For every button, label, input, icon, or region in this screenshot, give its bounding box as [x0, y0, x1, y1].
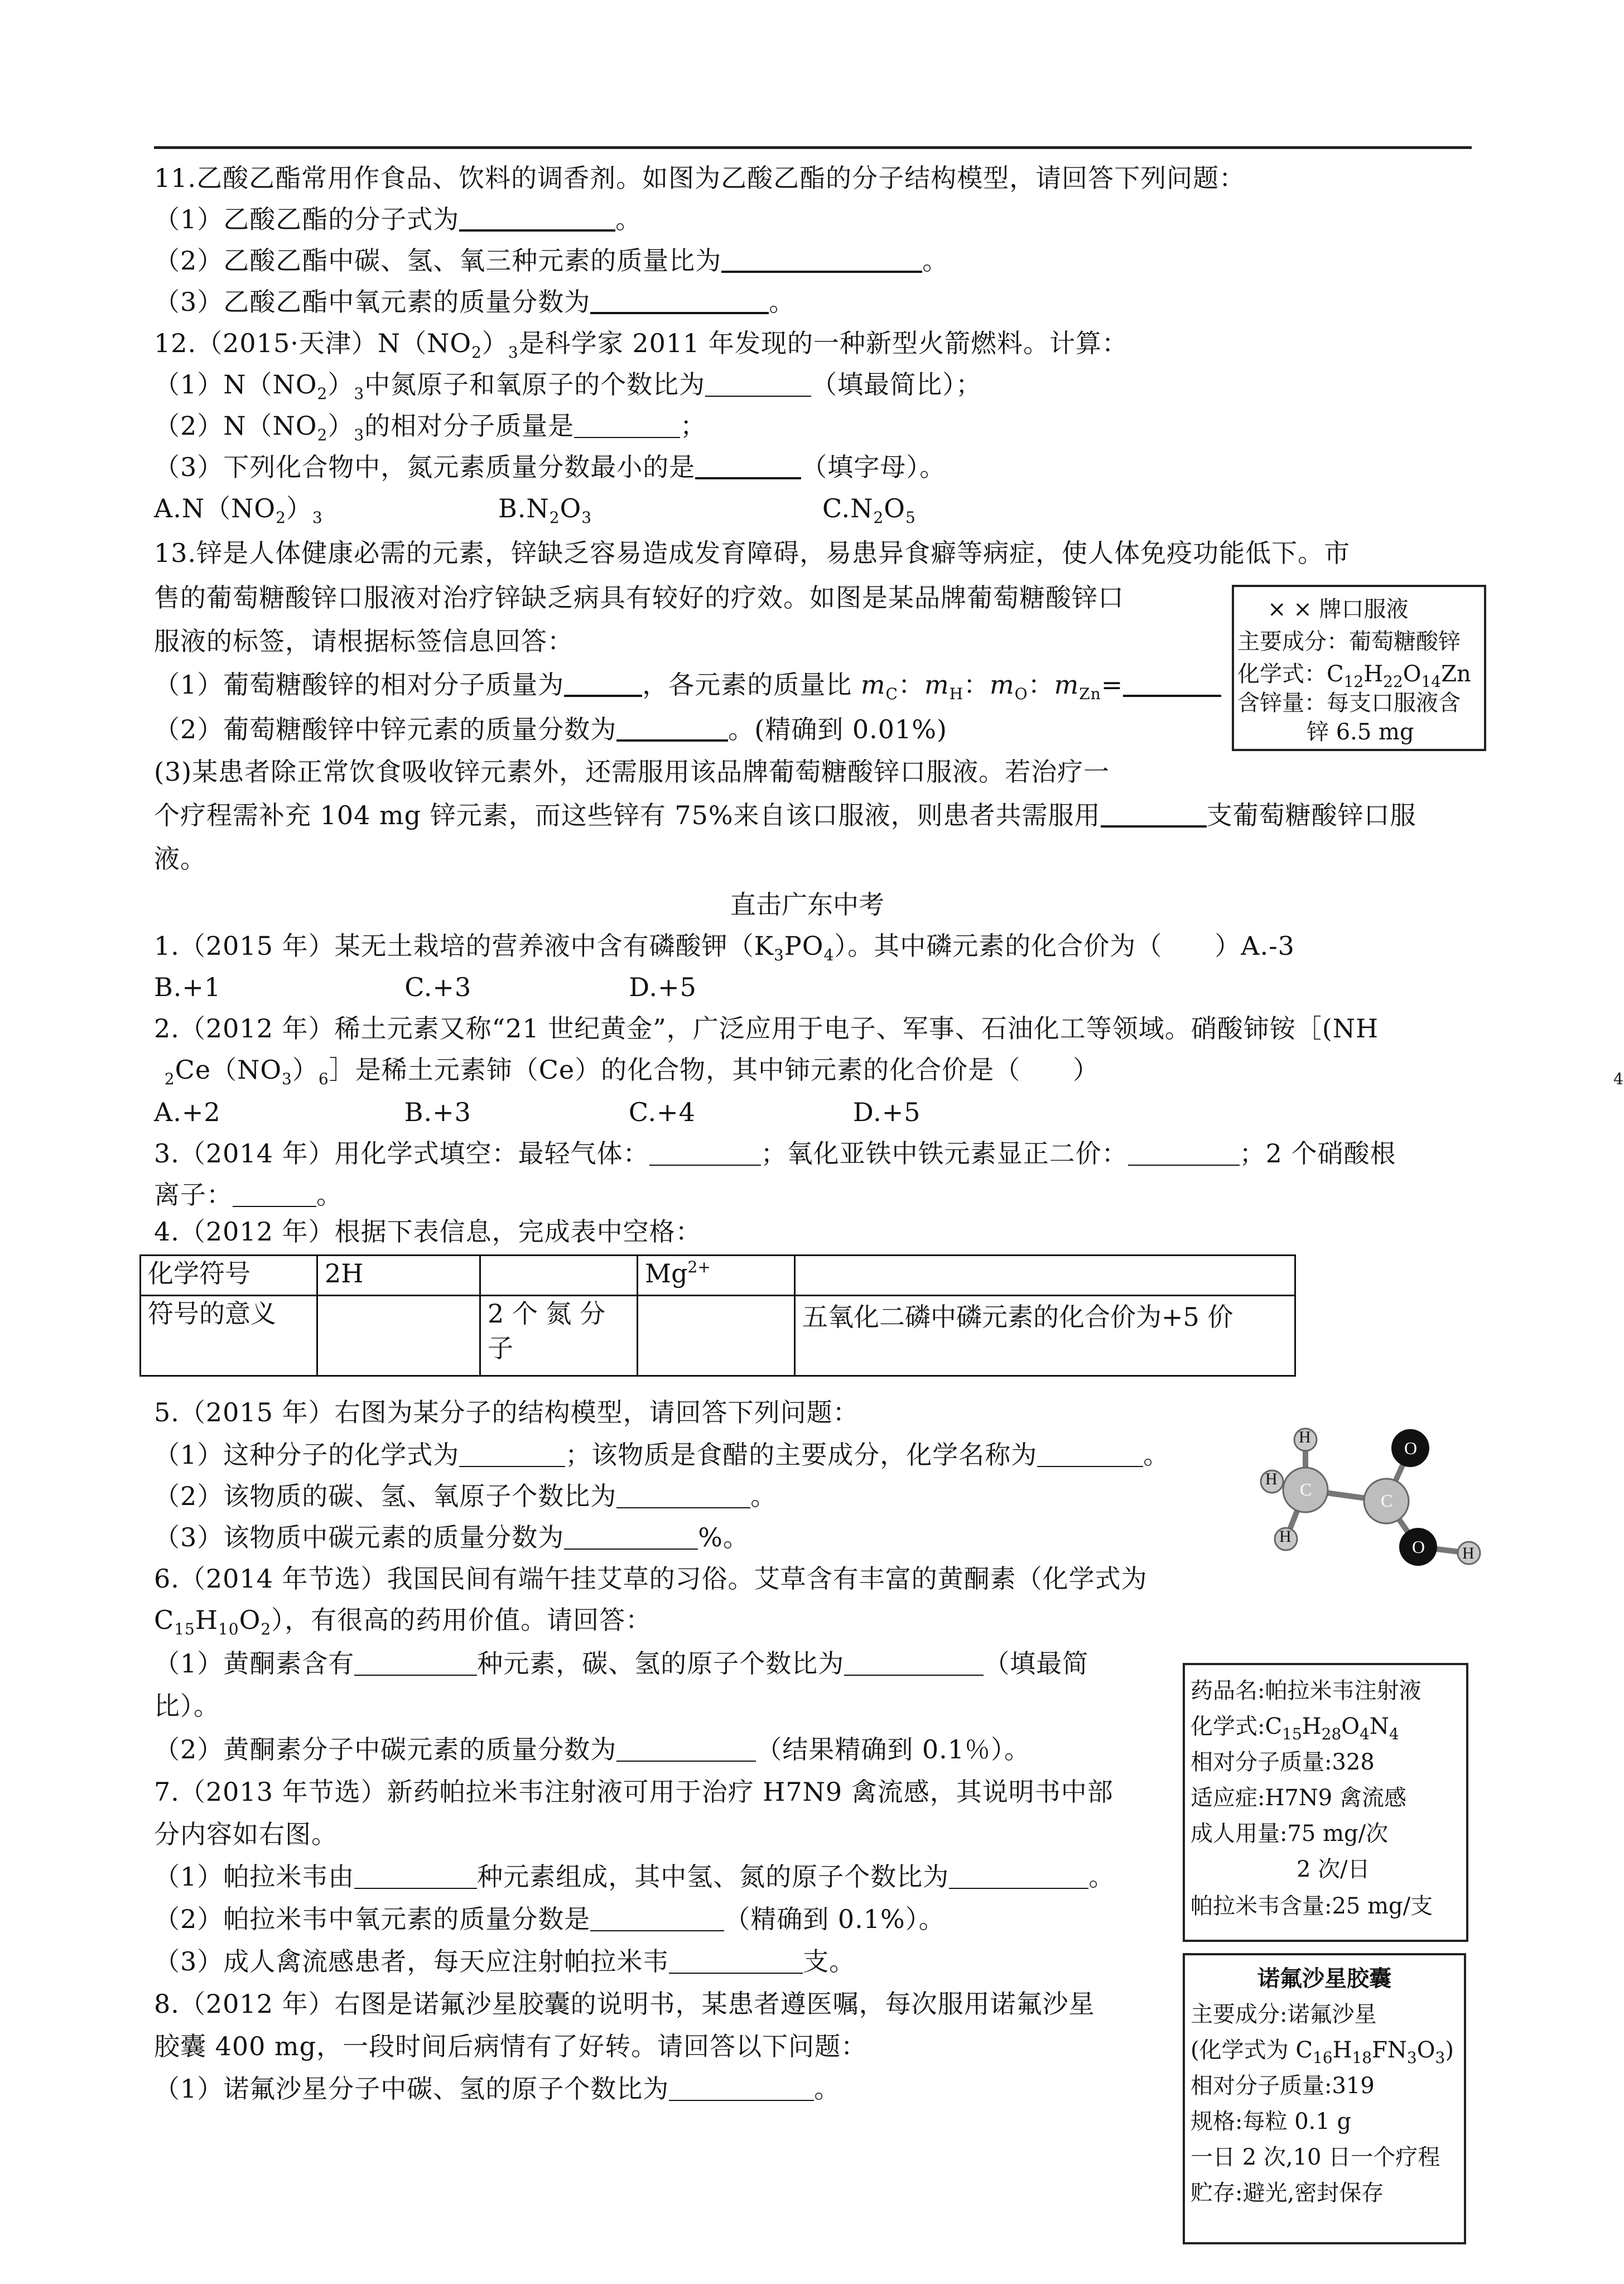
q11-part1 [154, 202, 642, 237]
q13-p1a: （1）葡萄糖酸锌的相对分子质量为 [154, 670, 565, 700]
mass-symbol: m [924, 670, 950, 700]
element: FN [1372, 2037, 1407, 2063]
label-line: 含锌量：每支口服液含 [1237, 690, 1461, 716]
q12-option-a [154, 491, 323, 526]
g6-part1-end: 比）。 [154, 1691, 220, 1721]
answer-blank[interactable] [574, 412, 680, 438]
subscript: 10 [218, 1620, 239, 1638]
section-title: 直击广东中考 [730, 889, 884, 920]
q13-l1: 13.锌是人体健康必需的元素，锌缺乏容易造成发育障碍，易患异食癖等病症，使人体免疫功能低下。市 [154, 538, 1351, 568]
g5-part3 [154, 1520, 749, 1555]
option-a: A.N（NO [154, 493, 276, 523]
answer-blank[interactable] [844, 1650, 984, 1676]
element: H [1302, 1714, 1322, 1739]
g1-l1b: ）。其中磷元素的化合价为（ ）A.-3 [834, 931, 1295, 961]
period: 。 [1143, 1440, 1170, 1470]
answer-blank[interactable] [1037, 1441, 1143, 1467]
colon: ： [898, 670, 924, 700]
answer-blank[interactable] [669, 2075, 814, 2101]
q13-part1: （1）葡萄糖酸锌的相对分子质量为 ，各元素的质量比 $m_C$：$m_H$：$m_O$：$m_{Zn}=$ [154, 667, 1221, 702]
q13-part2 [154, 712, 947, 747]
q13-p3a: (3)某患者除正常饮食吸收锌元素外，还需服用该品牌葡萄糖酸锌口服液。若治疗一 [154, 757, 1110, 787]
answer-blank[interactable] [616, 715, 728, 742]
g7-part1 [154, 1859, 1115, 1894]
label-line: 相对分子质量:328 [1191, 1749, 1375, 1775]
atom-label: H [1279, 1527, 1292, 1546]
option-c: C.N [822, 493, 874, 523]
answer-blank[interactable] [354, 1650, 477, 1676]
q13-p3b: 个疗程需补充 104 mg 锌元素，而这些锌有 75%来自该口服液，则患者共需服用 [154, 800, 1101, 830]
q12-p3b: （填字母）。 [801, 452, 946, 482]
subscript: 3 [508, 343, 519, 362]
q11-end: 。 [922, 246, 949, 276]
q11-stem [154, 161, 1245, 195]
g6-l2: ），有很高的药用价值。请回答： [271, 1605, 652, 1635]
subscript: 15 [174, 1620, 195, 1638]
table-cell-text: 子 [488, 1333, 513, 1363]
answer-blank[interactable] [1128, 1140, 1240, 1166]
label-line: 适应症:H7N9 禽流感 [1191, 1785, 1406, 1811]
g8-part1 [154, 2071, 840, 2106]
mass-symbol: m [860, 670, 886, 700]
q12-part3 [154, 450, 946, 484]
g5-p1b: ；该物质是食醋的主要成分，化学名称为 [565, 1440, 1038, 1470]
element: Zn [1441, 661, 1471, 687]
g3-line2 [154, 1177, 343, 1212]
subscript: 3 [1406, 2049, 1417, 2067]
g6-p2b: （结果精确到 0.1％）。 [756, 1734, 1031, 1764]
q11-part2 [154, 243, 948, 278]
label-formula [1191, 2036, 1454, 2065]
label-line: 贮存:避光,密封保存 [1191, 2180, 1384, 2206]
element: O [239, 1605, 261, 1635]
q13-l3: 服液的标签，请根据标签信息回答： [154, 626, 574, 656]
table-row [141, 1296, 1295, 1376]
norfloxacin-label-box [1183, 1953, 1466, 2244]
g6-p2a: （2）黄酮素分子中碳元素的质量分数为 [154, 1734, 617, 1764]
g1-line1: 1.（2015 年）某无土栽培的营养液中含有磷酸钾$(K_3PO_4)$。其中磷元素的化合价为（ ）A.-3 [154, 931, 1295, 964]
q13-line2 [154, 580, 1124, 615]
answer-blank[interactable] [564, 1524, 698, 1550]
g7-p1a: （1）帕拉米韦由 [154, 1862, 355, 1892]
table-cell [638, 1256, 795, 1296]
answer-blank[interactable] [669, 1948, 803, 1974]
paren: ) [1445, 2037, 1454, 2063]
q13-p3c: 支葡萄糖酸锌口服 [1206, 800, 1416, 830]
subscript: 2 [261, 1620, 272, 1638]
label-line: 规格:每粒 0.1 g [1191, 2109, 1352, 2134]
atom-label: C [1381, 1490, 1393, 1511]
answer-blank[interactable] [721, 246, 922, 273]
answer-blank[interactable] [354, 1863, 477, 1889]
subscript: 3 [354, 384, 365, 403]
q13-p3d: 液。 [154, 844, 206, 874]
symbol-table [139, 1254, 1296, 1377]
q11-end: 。 [769, 287, 796, 317]
q13-p1b: ，各元素的质量比 [642, 670, 852, 700]
q13-part3c [154, 842, 206, 876]
atom-label: H [1265, 1470, 1278, 1488]
label-line: (化学式为 C [1191, 2037, 1313, 2063]
subscript: 6 [318, 1070, 329, 1088]
table-row [141, 1256, 1295, 1296]
g8-line2: 胶囊 400 mg，一段时间后病情有了好转。请回答以下问题： [154, 2031, 868, 2061]
label-line: 化学式：C [1237, 661, 1344, 687]
answer-blank[interactable] [616, 1736, 756, 1762]
q11-end: 。 [615, 204, 642, 234]
superscript: 2+ [687, 1258, 711, 1276]
option-b: B.N [498, 493, 550, 523]
q11-p2-text: （2）乙酸乙酯中碳、氢、氧三种元素的质量比为 [154, 246, 722, 276]
q12-head: 12.（2015·天津）N（NO [154, 328, 472, 358]
percent: %。 [698, 1522, 749, 1552]
q12-head-tail: 是科学家 2011 年发现的一种新型火箭燃料。计算： [518, 328, 1129, 358]
table-cell: 2H [317, 1256, 480, 1296]
answer-blank[interactable] [1123, 670, 1221, 697]
subscript: 2 [164, 1070, 175, 1088]
g2-l1: 2.（2012 年）稀土元素又称“21 世纪黄金”，广泛应用于电子、军事、石油化工等领域。硝酸铈铵［(NH [154, 1013, 1379, 1044]
element: O [1416, 2037, 1435, 2063]
q12-p1c: （填最简比）； [811, 369, 982, 400]
paren: ） [327, 369, 354, 400]
table-cell-text: Mg [645, 1258, 688, 1288]
table-cell: 五氧化二磷中磷元素的化合价为+5 价 [795, 1296, 1295, 1376]
g1-l1: 1.（2015 年）某无土栽培的营养液中含有磷酸钾（K [154, 931, 774, 961]
answer-blank[interactable] [695, 453, 801, 479]
atom-label: H [1299, 1428, 1311, 1446]
answer-blank[interactable] [459, 205, 615, 232]
g3-l1c: ；2 个硝酸根 [1239, 1138, 1396, 1169]
subscript: 15 [1282, 1725, 1302, 1743]
period: 。 [814, 2074, 841, 2104]
table-cell-blank[interactable] [638, 1296, 795, 1376]
q11-p3-text: （3）乙酸乙酯中氧元素的质量分数为 [154, 287, 591, 317]
atom-label: O [1404, 1438, 1418, 1458]
q13-part3a [154, 754, 1110, 789]
q12-part1 [154, 367, 982, 402]
g7-line2: 分内容如右图。 [154, 1819, 338, 1849]
subscript: 2 [873, 508, 884, 527]
g2-line2 [154, 1052, 1624, 1088]
q11-part3 [154, 285, 795, 319]
g3-l2: 离子： [154, 1180, 233, 1210]
subscript: 12 [1343, 672, 1364, 691]
g3-line1 [154, 1136, 1396, 1171]
element: N [1369, 1714, 1389, 1739]
g5-p3: （3）该物质中碳元素的质量分数为 [154, 1522, 565, 1552]
q12-option-c [822, 491, 916, 526]
answer-blank[interactable] [1101, 801, 1207, 828]
paren: ） [327, 411, 354, 441]
q13-part3b [154, 798, 1416, 833]
g5-part1 [154, 1437, 1169, 1472]
element: O [1403, 661, 1421, 687]
answer-blank[interactable] [590, 1906, 724, 1931]
g8-line1: 8.（2012 年）右图是诺氟沙星胶囊的说明书，某患者遵医嘱，每次服用诺氟沙星 [154, 1989, 1095, 2019]
q12-part2 [154, 408, 706, 443]
label-line: 主要成分:诺氟沙星 [1191, 2002, 1377, 2027]
g1-options: B.+1 C.+3 D.+5 [154, 972, 697, 1002]
subscript: 2 [317, 384, 328, 403]
g7-part2 [154, 1902, 945, 1936]
g2-options: A.+2 B.+3 C.+4 D.+5 [154, 1097, 921, 1127]
g6-p1b: 种元素，碳、氢的原子个数比为 [477, 1648, 845, 1679]
answer-blank[interactable] [649, 1140, 761, 1166]
q11-p1-text: （1）乙酸乙酯的分子式为 [154, 204, 460, 234]
q13-p2b: 。(精确到 0.01%) [728, 714, 947, 744]
period: 。 [316, 1180, 343, 1210]
subscript: 3 [773, 946, 784, 964]
g7-p1b: 种元素组成，其中氢、氮的原子个数比为 [477, 1862, 950, 1892]
label-formula [1237, 660, 1471, 689]
atom-label: H [1462, 1544, 1474, 1562]
subscript: 4 [1389, 1725, 1399, 1743]
period: 。 [1088, 1862, 1115, 1892]
answer-blank[interactable] [705, 371, 811, 397]
subscript: 3 [312, 508, 323, 527]
subscript: 4 [1613, 1070, 1624, 1088]
mass-symbol: m [990, 670, 1015, 700]
g2-line1 [154, 1011, 1379, 1046]
paren: ） [481, 328, 508, 358]
table-cell-blank[interactable] [480, 1256, 638, 1296]
subscript: 3 [581, 508, 592, 527]
q11-stem-text: 11.乙酸乙酯常用作食品、饮料的调香剂。如图为乙酸乙酯的分子结构模型，请回答下列问题： [154, 163, 1246, 193]
label-title: 诺氟沙星胶囊 [1257, 1966, 1391, 1992]
g8-p1: （1）诺氟沙星分子中碳、氢的原子个数比为 [154, 2074, 669, 2104]
subscript: 5 [905, 508, 916, 527]
g5-p2: （2）该物质的碳、氢、氧原子个数比为 [154, 1481, 617, 1511]
q12-p3a: （3）下列化合物中，氮元素质量分数最小的是 [154, 452, 696, 482]
period: 。 [750, 1481, 777, 1511]
table-cell [480, 1296, 638, 1376]
zinc-label-box [1232, 585, 1486, 751]
subscript: 4 [1360, 1725, 1370, 1743]
g7-p3a: （3）成人禽流感患者，每天应注射帕拉米韦 [154, 1946, 669, 1977]
table-cell: 符号的意义 [141, 1296, 317, 1376]
g4-line1: 4.（2012 年）根据下表信息，完成表中空格： [154, 1216, 702, 1247]
q12-p1b: 中氮原子和氧原子的个数比为 [364, 369, 706, 400]
subscript: 22 [1383, 672, 1403, 691]
answer-blank[interactable] [590, 287, 769, 314]
q12-p1a: （1）N（NO [154, 369, 317, 400]
g2-l2b: ］是稀土元素铈（Ce）的化合物，其中铈元素的化合价是（ ） [329, 1055, 1100, 1085]
label-line: 2 次/日 [1297, 1857, 1370, 1882]
label-line: 相对分子质量:319 [1191, 2073, 1375, 2099]
label-formula [1191, 1712, 1399, 1741]
g2-l2a: Ce（NO [175, 1055, 282, 1085]
top-rule [154, 146, 1472, 149]
g7-p2a: （2）帕拉米韦中氧元素的质量分数是 [154, 1904, 591, 1934]
g5-line1: 5.（2015 年）右图为某分子的结构模型，请回答下列问题： [154, 1397, 859, 1427]
label-line: 主要成分：葡萄糖酸锌 [1237, 629, 1461, 655]
q13-line1 [154, 536, 1350, 570]
element: O [1341, 1714, 1360, 1739]
table-cell: 化学符号 [141, 1256, 317, 1296]
subscript: 2 [317, 426, 328, 444]
element: H [195, 1605, 218, 1635]
element: O [560, 493, 582, 523]
subscript: 2 [276, 508, 286, 527]
g3-l1b: ；氧化亚铁中铁元素显正二价： [760, 1138, 1128, 1169]
subscript: 14 [1421, 672, 1442, 691]
label-line: 锌 6.5 mg [1307, 719, 1414, 745]
label-line: 药品名:帕拉米韦注射液 [1191, 1678, 1421, 1704]
answer-blank[interactable] [459, 1441, 565, 1467]
subscript: 4 [823, 946, 835, 964]
g7-p2b: （精确到 0.1%）。 [724, 1904, 945, 1934]
colon: ： [1028, 670, 1054, 700]
element: O [884, 493, 905, 523]
q12-option-b [498, 491, 592, 526]
subscript: 3 [354, 426, 365, 444]
subscript: 18 [1352, 2049, 1372, 2067]
acetic-acid-molecule-model [1255, 1417, 1501, 1585]
g3-l1a: 3.（2014 年）用化学式填空：最轻气体： [154, 1138, 649, 1169]
subscript: 3 [1435, 2049, 1445, 2067]
subscript: 2 [549, 508, 560, 527]
label-line: 一日 2 次,10 日一个疗程 [1191, 2144, 1440, 2170]
g6-line2: $C_{15}H_{10}O_2$），有很高的药用价值。请回答： [154, 1605, 652, 1638]
g7-part3 [154, 1944, 855, 1979]
atom-label: C [1300, 1479, 1312, 1499]
peramivir-label-box [1183, 1663, 1468, 1942]
answer-blank[interactable] [233, 1181, 316, 1207]
subscript: 28 [1321, 1725, 1342, 1743]
g5-p1a: （1）这种分子的化学式为 [154, 1440, 460, 1470]
answer-blank[interactable] [564, 670, 642, 697]
q13-p2a: （2）葡萄糖酸锌中锌元素的质量分数为 [154, 714, 617, 744]
table-cell-blank[interactable] [317, 1296, 480, 1376]
q12-p2a: （2）N（NO [154, 411, 317, 441]
g6-part2 [154, 1732, 1030, 1767]
q13-line3 [154, 624, 574, 658]
g7-p3b: 支。 [803, 1946, 856, 1977]
subscript: 3 [282, 1070, 292, 1088]
g6-p1c: （填最简 [984, 1648, 1089, 1679]
equals: = [1101, 670, 1124, 700]
g6-part1 [154, 1646, 1088, 1681]
label-title: × × 牌口服液 [1268, 597, 1409, 622]
answer-blank[interactable] [616, 1483, 750, 1508]
g7-line1: 7.（2013 年节选）新药帕拉米韦注射液可用于治疗 H7N9 禽流感，其说明书中部 [154, 1777, 1114, 1807]
q12-stem [154, 326, 1128, 360]
g6-line1: 6.（2014 年节选）我国民间有端午挂艾草的习俗。艾草含有丰富的黄酮素（化学式为 [154, 1564, 1148, 1594]
paren: ） [292, 1055, 319, 1085]
colon: ： [963, 670, 990, 700]
table-cell-blank[interactable] [795, 1256, 1295, 1296]
subscript: 2 [471, 343, 482, 362]
q13-l2: 售的葡萄糖酸锌口服液对治疗锌缺乏病具有较好的疗效。如图是某品牌葡萄糖酸锌口 [154, 583, 1124, 613]
label-line: 帕拉米韦含量:25 mg/支 [1191, 1893, 1433, 1919]
g6-p1a: （1）黄酮素含有 [154, 1648, 355, 1679]
element: H [1363, 661, 1384, 687]
label-line: 成人用量:75 mg/次 [1191, 1821, 1389, 1847]
element: H [1332, 2037, 1352, 2063]
subscript: 16 [1312, 2049, 1333, 2067]
answer-blank[interactable] [949, 1863, 1088, 1889]
paren: ） [286, 493, 312, 523]
atom-label: O [1412, 1537, 1425, 1557]
q12-p2b: 的相对分子质量是 [364, 411, 575, 441]
q12-p2c: ； [680, 411, 707, 441]
table-cell-text: 2 个 氮 分 [488, 1299, 606, 1329]
g5-part2 [154, 1479, 777, 1513]
mass-symbol: m [1054, 670, 1080, 700]
label-line: 化学式:C [1191, 1714, 1283, 1739]
